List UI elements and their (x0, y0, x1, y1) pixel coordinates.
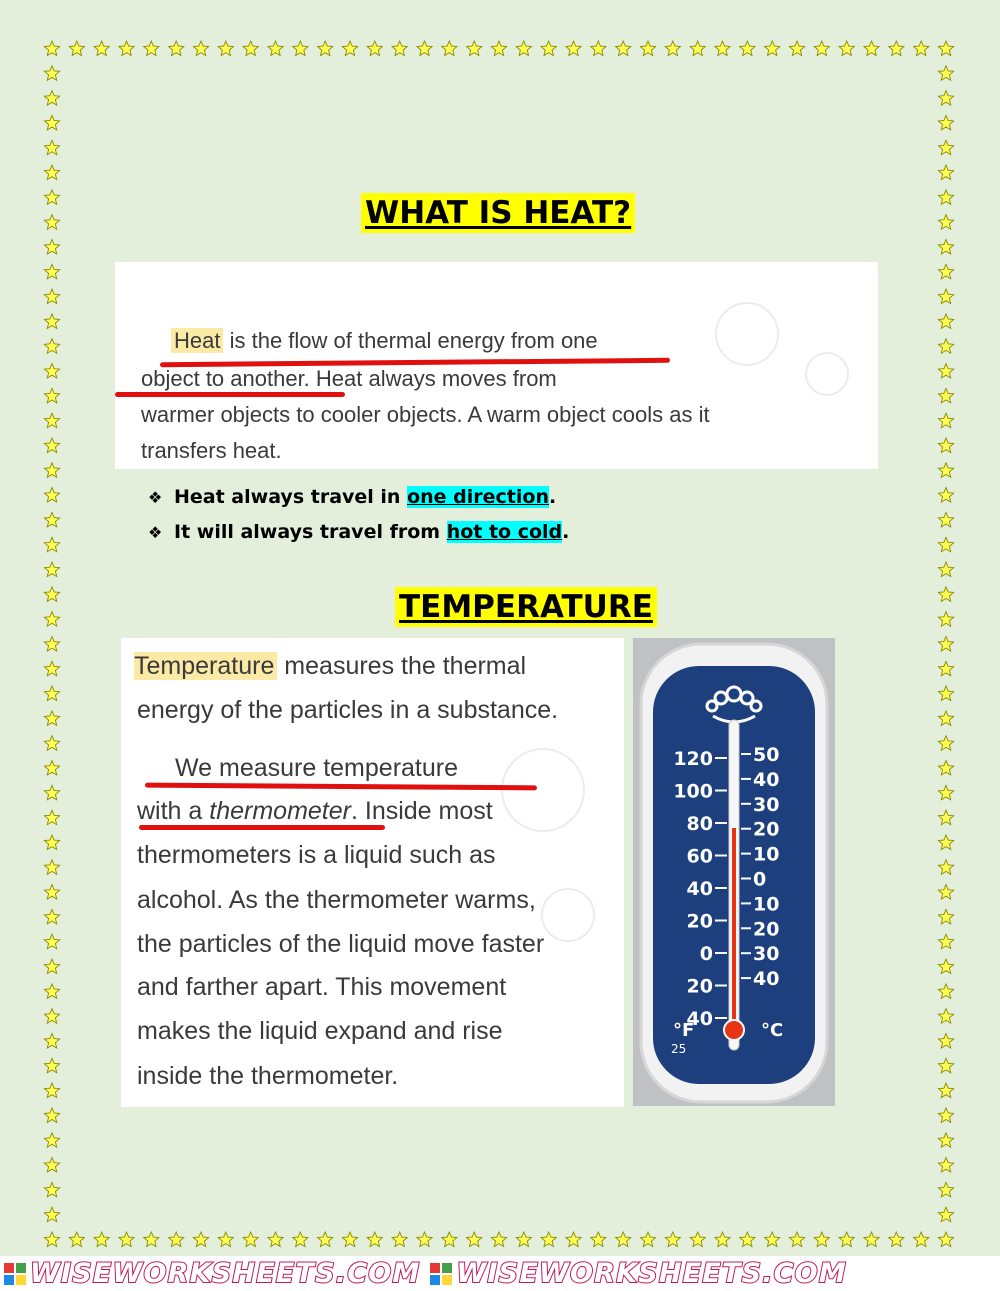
star-icon (69, 1232, 84, 1247)
watermark-text: WISEWORKSHEETS.COM (456, 1258, 847, 1289)
star-icon (44, 215, 59, 230)
star-icon (938, 463, 953, 478)
star-icon (44, 115, 59, 129)
star-icon (44, 1009, 59, 1024)
celsius-tick-label: 20 (753, 818, 780, 841)
star-icon (839, 41, 854, 56)
star-icon (342, 41, 357, 56)
star-icon (765, 1232, 780, 1247)
star-icon (169, 1232, 184, 1247)
star-icon (938, 761, 953, 775)
star-icon (914, 1232, 929, 1247)
star-icon (218, 41, 233, 56)
star-icon (889, 41, 904, 56)
star-icon (938, 364, 953, 378)
star-icon (44, 240, 59, 255)
star-icon (938, 1158, 953, 1172)
key-point-2: ❖ It will always travel from hot to cold. (148, 515, 569, 550)
background-doodle (805, 352, 849, 396)
celsius-tick-label: 10 (753, 843, 780, 866)
star-icon (342, 1232, 357, 1247)
temperature-excerpt-line-9: makes the liquid expand and rise (137, 1017, 503, 1045)
celsius-tick-label: 40 (753, 968, 780, 991)
star-icon (616, 1232, 631, 1247)
star-icon (44, 438, 59, 453)
star-icon (44, 264, 59, 279)
liquid-bulb (724, 1020, 744, 1040)
star-icon (640, 1232, 655, 1247)
fahrenheit-tick-label: 120 (673, 748, 713, 770)
cyan-highlight: hot to cold (446, 521, 563, 543)
star-icon (938, 264, 953, 279)
star-icon (938, 1034, 953, 1049)
star-icon (938, 91, 953, 106)
star-icon (44, 909, 59, 924)
star-icon (44, 512, 59, 527)
star-icon (44, 339, 59, 353)
star-icon (715, 41, 730, 56)
star-icon (44, 835, 59, 850)
celsius-tick-label: 20 (753, 918, 780, 941)
celsius-unit: °C (761, 1020, 784, 1041)
star-icon (839, 1232, 854, 1247)
star-icon (44, 91, 59, 106)
star-icon (293, 41, 308, 56)
fahrenheit-tick-label: 20 (686, 975, 713, 998)
star-icon (44, 1232, 59, 1247)
star-icon (44, 413, 59, 428)
star-icon (144, 41, 159, 56)
star-icon (889, 1232, 904, 1247)
star-icon (44, 314, 59, 329)
star-icon (740, 1232, 755, 1247)
temperature-title: TEMPERATURE (395, 587, 657, 627)
background-doodle (541, 888, 595, 942)
red-underline (139, 825, 385, 830)
heat-excerpt-line-4: transfers heat. (141, 438, 282, 463)
star-icon (938, 1207, 953, 1222)
star-icon (44, 1158, 59, 1172)
star-icon (144, 1232, 159, 1247)
fahrenheit-tick-label: 40 (686, 1008, 713, 1030)
star-icon (44, 1108, 59, 1123)
heat-term-highlight: Heat (171, 328, 223, 353)
star-icon (44, 587, 59, 601)
star-icon (44, 562, 59, 576)
star-icon (44, 1207, 59, 1222)
star-icon (938, 1182, 953, 1196)
star-icon (417, 1232, 432, 1247)
star-icon (566, 1232, 581, 1247)
temperature-excerpt-line-4: with a thermometer. Inside most (137, 797, 493, 825)
star-icon (119, 41, 134, 56)
star-icon (591, 41, 606, 56)
watermark-text: WISEWORKSHEETS.COM (30, 1258, 421, 1289)
star-icon (44, 165, 59, 179)
temperature-excerpt-line-1: Temperature measures the thermal (134, 652, 527, 680)
star-icon (44, 736, 59, 750)
star-icon (44, 860, 59, 875)
star-icon (938, 512, 953, 527)
temperature-excerpt-image (121, 638, 624, 1107)
star-icon (789, 41, 804, 56)
star-icon (765, 41, 780, 56)
star-icon (541, 1232, 556, 1247)
star-icon (44, 1034, 59, 1049)
star-icon (44, 984, 59, 998)
star-icon (938, 165, 953, 179)
heat-excerpt-line-2: object to another. Heat always moves from (141, 366, 557, 391)
star-icon (938, 388, 953, 402)
key-point-1: ❖ Heat always travel in one direction. (148, 480, 569, 515)
star-icon (44, 364, 59, 378)
celsius-tick-label: 30 (753, 793, 780, 816)
star-icon (318, 41, 333, 56)
temperature-excerpt-line-3: We measure temperature (175, 754, 458, 782)
star-icon (938, 1133, 953, 1147)
star-icon (938, 860, 953, 875)
red-underline (115, 392, 345, 397)
diamond-bullet-icon: ❖ (148, 523, 163, 542)
star-icon (44, 1133, 59, 1147)
celsius-tick-label: 50 (753, 744, 780, 766)
star-icon (616, 41, 631, 56)
star-icon (938, 785, 953, 799)
fahrenheit-tick-label: 20 (686, 910, 713, 933)
star-icon (814, 41, 829, 56)
star-icon (665, 41, 680, 56)
star-icon (193, 41, 208, 56)
star-icon (417, 41, 432, 56)
star-icon (938, 314, 953, 329)
star-icon (938, 438, 953, 453)
watermark-logo-icon (430, 1263, 452, 1285)
star-icon (938, 1108, 953, 1123)
star-icon (938, 885, 953, 900)
temperature-term-highlight: Temperature (134, 652, 277, 680)
star-icon (44, 1182, 59, 1196)
star-icon (789, 1232, 804, 1247)
star-icon (665, 1232, 680, 1247)
celsius-tick-label: 30 (753, 943, 780, 966)
star-icon (814, 1232, 829, 1247)
watermark-footer (0, 1256, 1000, 1291)
star-icon (44, 289, 59, 304)
fahrenheit-tick-label: 0 (699, 943, 713, 965)
star-icon (938, 587, 953, 601)
star-icon (938, 810, 953, 825)
thermometer-photo (633, 638, 835, 1106)
star-icon (938, 959, 953, 973)
temperature-excerpt-line-6: alcohol. As the thermometer warms, (137, 886, 536, 914)
temperature-excerpt-line-7: the particles of the liquid move faster (137, 930, 545, 958)
heat-title: WHAT IS HEAT? (361, 193, 635, 233)
star-icon (938, 115, 953, 129)
star-icon (44, 661, 59, 676)
watermark-group (4, 1258, 420, 1289)
star-icon (516, 41, 531, 56)
star-icon (467, 41, 482, 56)
star-icon (938, 562, 953, 576)
star-icon (44, 388, 59, 402)
temperature-excerpt-line-2: energy of the particles in a substance. (137, 696, 559, 724)
celsius-tick-label: 40 (753, 768, 780, 791)
fahrenheit-tick-label: 80 (686, 813, 713, 835)
star-icon (44, 637, 59, 652)
heat-excerpt-line-1: Heat is the flow of thermal energy from one (141, 327, 598, 355)
star-icon (690, 1232, 705, 1247)
watermark-group (430, 1258, 846, 1289)
star-icon (938, 66, 953, 81)
star-icon (938, 637, 953, 652)
star-icon (442, 1232, 457, 1247)
star-icon (44, 463, 59, 478)
model-number: 25 (671, 1042, 687, 1056)
star-icon (690, 41, 705, 56)
star-icon (491, 1232, 506, 1247)
star-icon (218, 1232, 233, 1247)
star-icon (938, 934, 953, 948)
star-icon (938, 413, 953, 428)
star-icon (938, 488, 953, 503)
star-icon (44, 190, 59, 204)
star-icon (938, 736, 953, 750)
star-icon (938, 661, 953, 676)
heat-excerpt-line-3: warmer objects to cooler objects. A warm object cools as it (141, 402, 710, 427)
star-icon (268, 41, 283, 56)
celsius-tick-label: 0 (753, 868, 767, 891)
star-icon (914, 41, 929, 56)
diamond-bullet-icon: ❖ (148, 488, 163, 507)
star-icon (938, 984, 953, 998)
star-icon (938, 686, 953, 701)
star-icon (938, 190, 953, 204)
star-icon (268, 1232, 283, 1247)
star-icon (392, 41, 407, 56)
cyan-highlight: one direction (407, 486, 549, 508)
star-icon (516, 1232, 531, 1247)
star-icon (938, 711, 953, 726)
star-icon (293, 1232, 308, 1247)
star-icon (938, 289, 953, 304)
star-icon (938, 215, 953, 230)
key-points (148, 480, 569, 550)
star-icon (44, 761, 59, 775)
star-icon (938, 909, 953, 924)
star-icon (44, 711, 59, 726)
temperature-excerpt-line-10: inside the thermometer. (137, 1062, 399, 1090)
star-icon (44, 1058, 59, 1073)
fahrenheit-tick-label: 100 (673, 780, 713, 803)
star-icon (243, 41, 258, 56)
star-icon (566, 41, 581, 56)
star-icon (938, 1083, 953, 1098)
star-icon (367, 41, 382, 56)
star-icon (938, 240, 953, 255)
star-icon (44, 488, 59, 503)
star-icon (467, 1232, 482, 1247)
star-icon (740, 41, 755, 56)
star-icon (169, 41, 184, 56)
star-icon (69, 41, 84, 56)
star-icon (938, 140, 953, 154)
background-doodle (715, 302, 779, 366)
star-icon (938, 537, 953, 551)
fahrenheit-tick-label: 40 (686, 878, 713, 900)
watermark-logo-icon (4, 1263, 26, 1285)
star-icon (640, 41, 655, 56)
star-icon (715, 1232, 730, 1247)
star-icon (44, 934, 59, 948)
heat-excerpt-image (115, 262, 878, 469)
star-icon (938, 1009, 953, 1024)
star-icon (442, 41, 457, 56)
star-icon (44, 1083, 59, 1098)
star-icon (44, 66, 59, 81)
star-icon (938, 612, 953, 627)
star-icon (938, 835, 953, 850)
star-icon (938, 41, 953, 56)
star-icon (864, 1232, 879, 1247)
star-icon (44, 959, 59, 973)
star-icon (44, 810, 59, 825)
star-icon (938, 1232, 953, 1247)
star-icon (44, 686, 59, 701)
fahrenheit-tick-label: 60 (686, 845, 713, 868)
star-icon (938, 339, 953, 353)
star-icon (44, 885, 59, 900)
star-icon (591, 1232, 606, 1247)
star-icon (44, 537, 59, 551)
star-icon (119, 1232, 134, 1247)
star-icon (94, 41, 109, 56)
star-icon (864, 41, 879, 56)
fahrenheit-unit: °F (673, 1020, 695, 1041)
star-icon (938, 1058, 953, 1073)
star-icon (392, 1232, 407, 1247)
star-icon (318, 1232, 333, 1247)
liquid-column (732, 828, 736, 1028)
temperature-excerpt-line-5: thermometers is a liquid such as (137, 841, 496, 869)
star-icon (193, 1232, 208, 1247)
star-icon (44, 140, 59, 154)
star-icon (44, 785, 59, 799)
star-icon (44, 41, 59, 56)
star-icon (491, 41, 506, 56)
star-icon (44, 612, 59, 627)
temperature-excerpt-line-8: and farther apart. This movement (137, 973, 507, 1001)
star-icon (243, 1232, 258, 1247)
celsius-tick-label: 10 (753, 893, 780, 916)
red-underline (145, 783, 537, 791)
star-icon (94, 1232, 109, 1247)
star-icon (541, 41, 556, 56)
star-icon (367, 1232, 382, 1247)
